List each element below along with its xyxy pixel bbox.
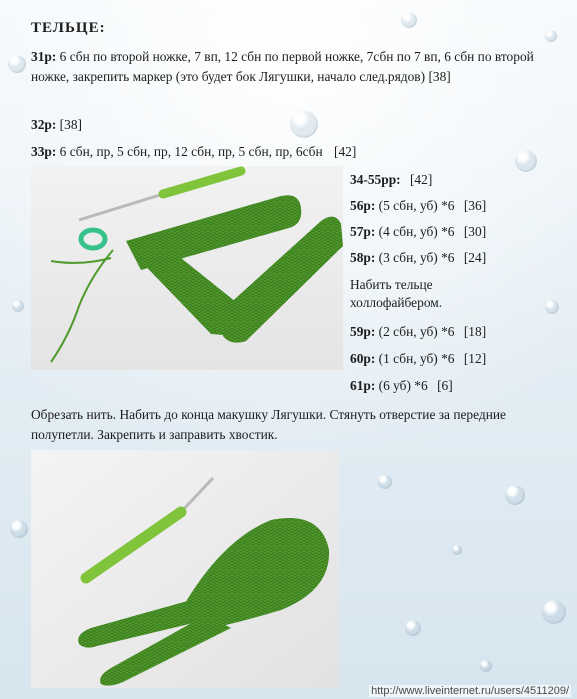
row-text (401, 172, 404, 187)
row-count: [38] (428, 69, 451, 84)
row-label: 59р: (350, 324, 376, 339)
row-label: 60р: (350, 351, 376, 366)
row-label: 56р: (350, 198, 376, 213)
row-label: 34-55рр: (350, 172, 401, 187)
row-count: [12] (463, 351, 487, 366)
row-label: 58р: (350, 250, 376, 265)
row-58 (350, 248, 486, 268)
water-drop (545, 300, 559, 314)
crochet-body-finished-illustration (31, 450, 339, 688)
row-label: 31р: (31, 49, 57, 64)
row-count: [36] (463, 198, 487, 213)
row-count: [6] (437, 378, 453, 393)
water-drop (401, 12, 417, 28)
finish-instructions: Обрезать нить. Набить до конца макушку Лягушки. Стянуть отверстие за передние полупетли. Закрепить и заправить хвостик. (31, 407, 506, 442)
row-34-55 (350, 170, 432, 190)
water-drop (10, 520, 28, 538)
photo-body-finished (31, 450, 339, 688)
row-60 (350, 349, 486, 369)
row-label: 32р: (31, 117, 57, 132)
row-57 (350, 222, 486, 242)
row-count: [24] (463, 250, 487, 265)
water-drop (8, 55, 26, 73)
crochet-body-open-illustration (31, 166, 343, 370)
water-drop (12, 300, 24, 312)
row-text: (4 сбн, уб) *6 (375, 224, 455, 239)
row-text: (2 сбн, уб) *6 (375, 324, 455, 339)
row-label: 57р: (350, 224, 376, 239)
stuffing-instruction: Набить тельце холлофайбером. (350, 277, 443, 310)
section-heading: ТЕЛЬЦЕ: (31, 20, 106, 36)
water-drop (452, 545, 462, 555)
photo-body-open (31, 166, 343, 370)
row-33 (31, 142, 551, 162)
row-text: 6 сбн по второй ножке, 7 вп, 12 сбн по первой ножке, 7сбн по 7 вп, 6 сбн по второй ножке, закрепить маркер (это будет бок Лягушки, начало след.рядов) (31, 49, 534, 84)
row-text: (3 сбн, уб) *6 (375, 250, 455, 265)
row-text: (6 уб) *6 (375, 378, 428, 393)
row-text: (5 сбн, уб) *6 (375, 198, 455, 213)
row-32 (31, 115, 551, 135)
row-count: [42] (409, 172, 433, 187)
row-count: [38] (59, 117, 82, 132)
row-59 (350, 322, 486, 342)
row-label: 61р: (350, 378, 376, 393)
row-text: (1 сбн, уб) *6 (375, 351, 455, 366)
footer-url[interactable]: http://www.liveinternet.ru/users/4511209/ (371, 685, 569, 697)
row-text: 6 сбн, пр, 5 сбн, пр, 12 сбн, пр, 5 сбн, пр, 6сбн (56, 144, 323, 159)
row-61 (350, 376, 453, 396)
water-drop (405, 620, 421, 636)
water-drop (545, 30, 557, 42)
row-count: [18] (463, 324, 487, 339)
row-31 (31, 47, 551, 87)
row-count: [42] (334, 144, 357, 159)
row-count: [30] (463, 224, 487, 239)
row-56 (350, 196, 486, 216)
water-drop (542, 600, 566, 624)
row-label: 33р: (31, 144, 57, 159)
water-drop (378, 475, 392, 489)
water-drop (505, 485, 525, 505)
water-drop (480, 660, 492, 672)
